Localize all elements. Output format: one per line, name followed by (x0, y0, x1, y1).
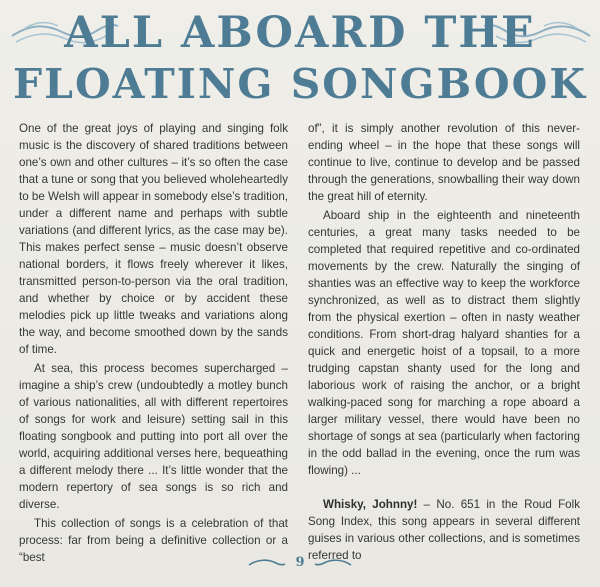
footer-wave-left-icon (248, 557, 286, 569)
page-footer (0, 553, 600, 573)
left-paragraph-2: At sea, this process becomes supercharged – imagine a ship’s crew (undoubtedly a motley bunch of various nationalities, all with different repertoires of songs for work and leisure) setting sail in this floating songbook and putting into port all over the world, acquiring additional verses here, bequeathing a different melody there ... It’s little wonder that the modern repertory of sea songs is so rich and diverse. (19, 362, 288, 511)
song-description: – No. 651 in the Roud Folk Song Index, this song appears in several different guises in various other collections, and is sometimes referred to (308, 498, 581, 562)
right-text-column (308, 120, 580, 564)
right-paragraph-1: of”, it is simply another revolution of this never-ending wheel – in the hope that these songs will continue to live, continue to develop and be passed through the generations, snowballing their way down the great hill of eternity. (308, 122, 580, 203)
page-number: 9 (295, 555, 305, 570)
left-text-column (19, 120, 288, 566)
left-paragraph-3: This collection of songs is a celebration of that process: far from being a definitive collection or a “best (19, 517, 288, 564)
page-title-line-2: FLOATING SONGBOOK (13, 60, 587, 108)
left-paragraph-1: One of the great joys of playing and singing folk music is the discovery of shared traditions between one’s own and other cultures – it’s so often the case that a tune or song that you believed wholeheartedly to be Welsh will appear in somebody else’s tradition, under a different name and perhaps with subtle variations (and different lyrics, as the case may be). This makes perfect sense – music doesn’t observe national borders, it flows freely wherever it likes, transmitted person-to-person via the oral tradition, and whether by choice or by accident these melodies pick up little tweaks and variations along the way, and become smoothed down by the sands of time. (19, 122, 288, 356)
right-paragraph-2: Aboard ship in the eighteenth and nineteenth centuries, a great many tasks needed to be completed that required repetitive and co-ordinated movements by the crew. Naturally the singing of shanties was an effective way to keep the workforce synchronized, as well as to distract them slightly from the physical exertion – often in nasty weather conditions. From short-drag halyard shanties for a quick and energetic hoist of a topsail, to a more trudging capstan shanty used for the long and laborious work of raising the anchor, or a bright walking-paced song for marching a rope aboard a larger military vessel, there would have been no shortage of songs at sea (particularly when factoring in the odd ballad in the evening, once the rum was flowing) ... (308, 209, 580, 477)
song-title-heading: Whisky, Johnny! (323, 498, 418, 511)
footer-wave-right-icon (314, 557, 352, 569)
page-title-line-1: ALL ABOARD THE (64, 8, 536, 58)
